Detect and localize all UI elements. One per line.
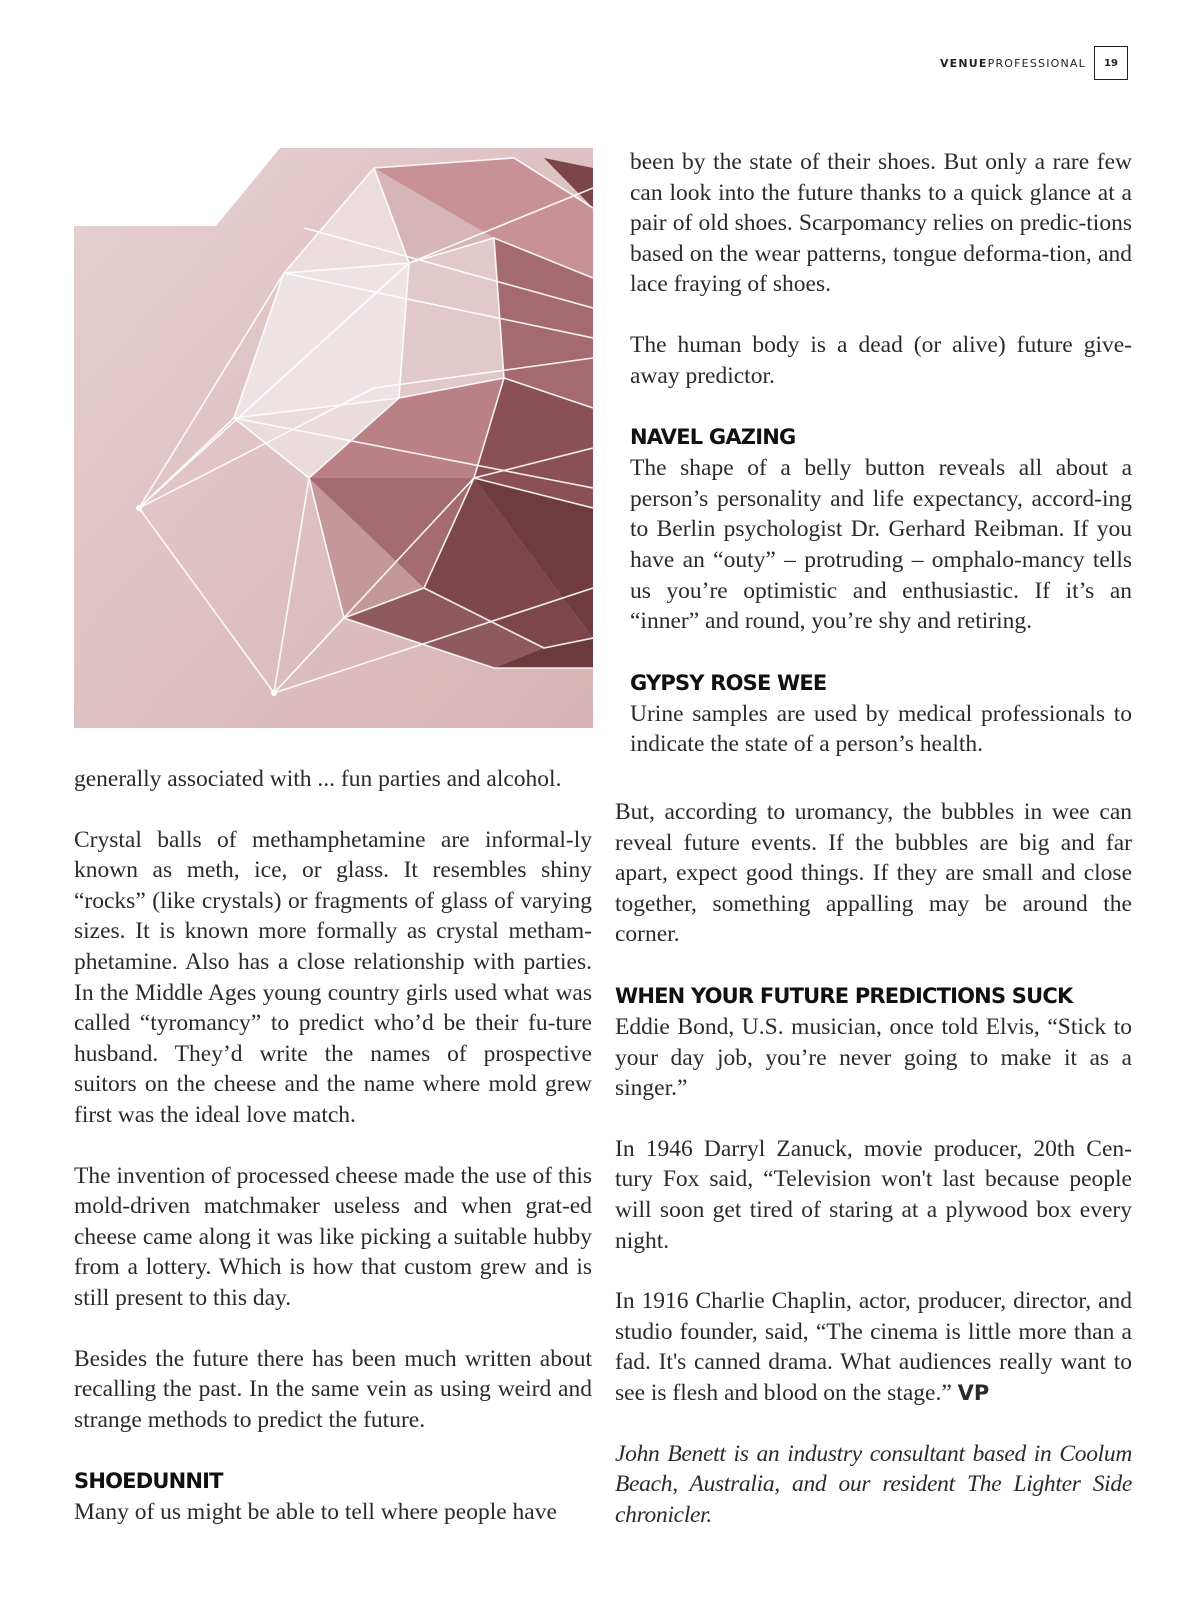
closing-quote-text: In 1916 Charlie Chaplin, actor, producer, director, and studio founder, said, “The cinema is little more than a fad. It's canned drama. What audiences really want to see is flesh and blood on the stage.” [615, 1288, 1132, 1406]
right-column-top [630, 147, 1132, 760]
body-paragraph: been by the state of their shoes. But only a rare few can look into the future thanks to a quick glance at a pair of old shoes. Scarpomancy relies on predic-tions based on the wear patterns, tongue deforma-tion, and lace fraying of shoes. [630, 149, 1132, 298]
body-paragraph: Many of us might be able to tell where people have [74, 1499, 557, 1526]
body-paragraph: Besides the future there has been much written about recalling the past. In the same vein as using weird and strange methods to predict the future. [74, 1345, 592, 1433]
magazine-brand [940, 57, 1086, 70]
author-byline: John Benett is an industry consultant based in Coolum Beach, Australia, and our resident The Lighter Side chronicler. [615, 1440, 1132, 1528]
body-paragraph: Eddie Bond, U.S. musician, once told Elvis, “Stick to your day job, you’re never going to make it as a singer.” [615, 1013, 1132, 1102]
right-column-bottom [615, 797, 1132, 1530]
brand-bold: VENUE [939, 56, 988, 70]
brand-light: PROFESSIONAL [987, 56, 1086, 70]
end-mark: VP [957, 1380, 990, 1405]
page-header [940, 46, 1128, 80]
section-heading-gypsy-rose-wee: GYPSY ROSE WEE [630, 670, 827, 695]
body-paragraph: The invention of processed cheese made the use of this mold-driven matchmaker useless and when grat-ed cheese came along it was like picking a suitable hubby from a lottery. Which is how that custom grew and is still present to this day. [74, 1162, 592, 1311]
body-paragraph [615, 1286, 1132, 1408]
section-heading-predictions-suck: WHEN YOUR FUTURE PREDICTIONS SUCK [615, 983, 1073, 1008]
node-dot [136, 505, 142, 511]
node-dot [271, 690, 277, 696]
page-number: 19 [1094, 46, 1128, 80]
body-paragraph: Urine samples are used by medical professionals to indicate the state of a person’s health. [630, 700, 1132, 758]
body-paragraph: But, according to uromancy, the bubbles in wee can reveal future events. If the bubbles are big and far apart, expect good things. If they are small and close together, something appalling may be around the corner. [615, 799, 1132, 948]
section-heading-shoedunnit: SHOEDUNNIT [74, 1469, 223, 1494]
body-paragraph: In 1946 Darryl Zanuck, movie producer, 20th Cen-tury Fox said, “Television won't last because people will soon get tired of staring at a plywood box every night. [615, 1135, 1132, 1254]
left-column [74, 764, 592, 1528]
polyhedron-illustration [74, 148, 593, 728]
body-paragraph: The human body is a dead (or alive) future give-away predictor. [630, 331, 1132, 389]
body-paragraph: Crystal balls of methamphetamine are informal-ly known as meth, ice, or glass. It resembles shiny “rocks” (like crystals) or fragments of glass of varying sizes. It is known more formally as crystal metham-phetamine. Also has a close relationship with parties. In the Middle Ages young country girls used what was called “tyromancy” to predict who’d be their fu-ture husband. They’d write the names of prospective suitors on the cheese and the name where mold grew first was the ideal love match. [74, 826, 592, 1128]
body-paragraph: generally associated with ... fun parties and alcohol. [74, 766, 562, 792]
body-paragraph: The shape of a belly button reveals all about a person’s personality and life expectancy, accord-ing to Berlin psychologist Dr. Gerhard Reibman. If you have an “outy” – protruding – omphalo-mancy tells us you’re optimistic and enthusiastic. If it’s an “inner” and round, you’re shy and retiring. [630, 455, 1132, 635]
section-heading-navel-gazing: NAVEL GAZING [630, 425, 796, 450]
